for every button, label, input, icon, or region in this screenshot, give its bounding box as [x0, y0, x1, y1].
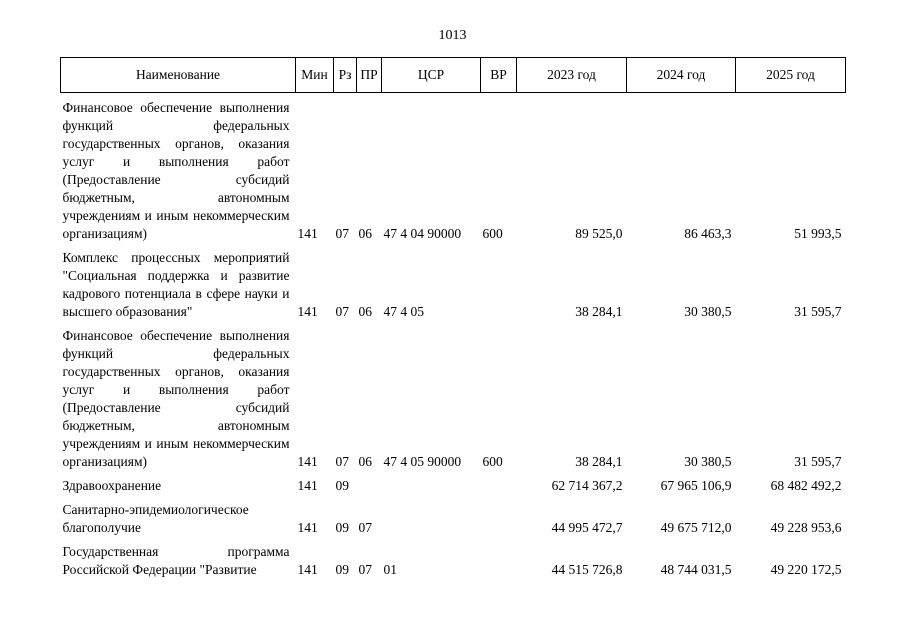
- row-value-2023: 44 515 726,8: [551, 562, 623, 577]
- row-min: 141: [297, 478, 318, 493]
- row-name: Финансовое обеспечение выполнения функций федеральных государственных органов, оказания услуг и выполнения работ (Предоставление субсидий бюджетным, автономным учреждениям и иным некоммерческим организациям): [62, 328, 290, 469]
- row-value-2023: 44 995 472,7: [551, 520, 623, 535]
- row-rz: 07: [335, 454, 349, 469]
- row-value-2024: 49 675 712,0: [660, 520, 732, 535]
- header-pr: ПР: [357, 58, 382, 93]
- row-name: Финансовое обеспечение выполнения функций федеральных государственных органов, оказания услуг и выполнения работ (Предоставление субсидий бюджетным, автономным учреждениям и иным некоммерческим организациям): [62, 100, 290, 241]
- budget-table: [60, 57, 846, 585]
- header-2024: 2024 год: [627, 58, 736, 93]
- header-name: Наименование: [61, 58, 296, 93]
- table-row: [61, 501, 846, 543]
- row-vr: [481, 249, 517, 327]
- row-pr: 06: [358, 454, 372, 469]
- row-value-2024: 67 965 106,9: [660, 478, 732, 493]
- row-csr: [382, 501, 481, 543]
- table-row: [61, 93, 846, 250]
- row-rz: 07: [335, 304, 349, 319]
- row-value-2025: 68 482 492,2: [770, 478, 842, 493]
- table-row: [61, 477, 846, 501]
- row-name: Санитарно-эпидемиологическое благополучие: [62, 502, 249, 535]
- header-2023: 2023 год: [517, 58, 627, 93]
- row-name: Комплекс процессных мероприятий "Социальная поддержка и развитие кадрового потенциала в сфере науки и высшего образования": [62, 250, 290, 319]
- row-csr: 47 4 05 90000: [383, 454, 462, 469]
- row-min: 141: [297, 454, 318, 469]
- row-min: 141: [297, 304, 318, 319]
- row-min: 141: [297, 520, 318, 535]
- row-csr: [382, 477, 481, 501]
- row-pr: 06: [358, 226, 372, 241]
- row-name: Здравоохранение: [62, 478, 162, 493]
- row-pr: 07: [358, 520, 372, 535]
- header-csr: ЦСР: [382, 58, 481, 93]
- table-body: [61, 93, 846, 586]
- row-vr: [481, 543, 517, 585]
- row-value-2024: 30 380,5: [684, 304, 732, 319]
- row-min: 141: [297, 562, 318, 577]
- row-value-2023: 62 714 367,2: [551, 478, 623, 493]
- table-row: [61, 249, 846, 327]
- row-value-2025: 49 228 953,6: [770, 520, 842, 535]
- row-rz: 07: [335, 226, 349, 241]
- row-vr: 600: [482, 454, 503, 469]
- row-value-2024: 86 463,3: [684, 226, 732, 241]
- header-rz: Рз: [334, 58, 357, 93]
- row-csr: 47 4 04 90000: [383, 226, 462, 241]
- page-number: 1013: [438, 28, 467, 43]
- row-pr: [357, 477, 382, 501]
- row-value-2023: 38 284,1: [575, 454, 623, 469]
- row-vr: [481, 501, 517, 543]
- row-vr: [481, 477, 517, 501]
- row-value-2025: 49 220 172,5: [770, 562, 842, 577]
- row-value-2025: 31 595,7: [794, 304, 842, 319]
- row-value-2023: 38 284,1: [575, 304, 623, 319]
- row-rz: 09: [335, 520, 349, 535]
- row-csr: 47 4 05: [383, 304, 424, 319]
- row-rz: 09: [335, 478, 349, 493]
- header-min: Мин: [296, 58, 334, 93]
- row-pr: 07: [358, 562, 372, 577]
- row-pr: 06: [358, 304, 372, 319]
- row-name: Государственная программа Российской Федерации "Развитие: [62, 544, 290, 577]
- row-value-2025: 51 993,5: [794, 226, 842, 241]
- header-2025: 2025 год: [736, 58, 846, 93]
- row-value-2024: 30 380,5: [684, 454, 732, 469]
- row-vr: 600: [482, 226, 503, 241]
- table-row: [61, 327, 846, 477]
- header-vr: ВР: [481, 58, 517, 93]
- row-csr: 01: [383, 562, 397, 577]
- row-min: 141: [297, 226, 318, 241]
- row-value-2025: 31 595,7: [794, 454, 842, 469]
- table-header: [61, 58, 846, 93]
- row-value-2023: 89 525,0: [575, 226, 623, 241]
- row-value-2024: 48 744 031,5: [660, 562, 732, 577]
- table-row: [61, 543, 846, 585]
- row-rz: 09: [335, 562, 349, 577]
